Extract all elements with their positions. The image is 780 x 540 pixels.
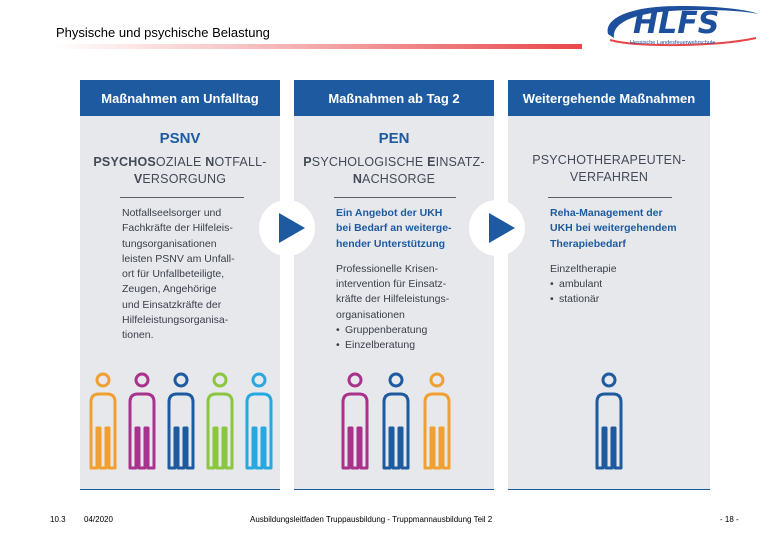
- bottom-rule: [80, 489, 280, 490]
- list-item: • stationär: [550, 292, 705, 307]
- hlfs-logo: [600, 4, 760, 50]
- panel-body: Reha-Management der UKH bei weitergehendem Therapiebedarf Einzeltherapie • ambulant • stationär: [550, 206, 705, 308]
- list-item: • Gruppenberatung: [336, 323, 488, 338]
- footer-center: Ausbildungsleitfaden Truppausbildung - Truppmannausbildung Teil 2: [250, 515, 493, 524]
- panel-header: Maßnahmen am Unfalltag: [80, 80, 280, 116]
- panel-header: Weitergehende Maßnahmen: [508, 80, 710, 116]
- person-icon: [244, 372, 274, 474]
- panel-subtitle: PSYCHOTHERAPEUTEN- VERFAHREN: [532, 153, 686, 184]
- panel-subtitle: PSYCHOSOZIALE NOTFALL- VERSORGUNG: [93, 155, 267, 186]
- person-icon: [88, 372, 118, 474]
- bottom-rule: [508, 489, 710, 490]
- person-icon: [340, 372, 370, 474]
- footer-section: 10.3: [50, 515, 66, 524]
- person-icon: [127, 372, 157, 474]
- panel-body: Notfallseelsorger und Fachkräfte der Hilfeleis- tungsorganisationen leisten PSNV am Unfall- ort für Unfallbeteiligte, Zeugen, Angehörige und Einsatzkräfte der Hilfeleistungsorganisa- tionen.: [122, 207, 235, 342]
- person-icon: [594, 372, 624, 474]
- panel-rule: [334, 197, 456, 198]
- arrow-right-icon: [259, 200, 315, 256]
- logo-text: HLFS: [633, 6, 720, 41]
- title-rule: [52, 44, 582, 49]
- person-icon: [166, 372, 196, 474]
- panel-rule: [120, 197, 244, 198]
- arrow-right-icon: [469, 200, 525, 256]
- list-item: • Einzelberatung: [336, 338, 488, 353]
- person-icon: [381, 372, 411, 474]
- slide-title: Physische und psychische Belastung: [56, 25, 270, 40]
- panel-abbr: PEN: [378, 130, 410, 147]
- footer-page: - 18 -: [720, 515, 739, 524]
- panel-rule: [548, 197, 672, 198]
- list-item: • ambulant: [550, 277, 705, 292]
- footer-date: 04/2020: [84, 515, 113, 524]
- panel-header: Maßnahmen ab Tag 2: [294, 80, 494, 116]
- bottom-rule: [294, 489, 494, 490]
- logo-subtitle: Hessische Landesfeuerwehrschule: [630, 40, 716, 46]
- panel-subtitle: PSYCHOLOGISCHE EINSATZ- NACHSORGE: [303, 155, 485, 186]
- person-icon: [205, 372, 235, 474]
- panel-abbr: PSNV: [159, 130, 201, 147]
- panel-body: Ein Angebot der UKH bei Bedarf an weiterge- hender Unterstützung Professionelle Krisen- intervention für Einsatz- kräfte der Hilfeleistungs- organisationen • Gruppenberatung • Einzelberatung: [336, 206, 488, 354]
- person-icon: [422, 372, 452, 474]
